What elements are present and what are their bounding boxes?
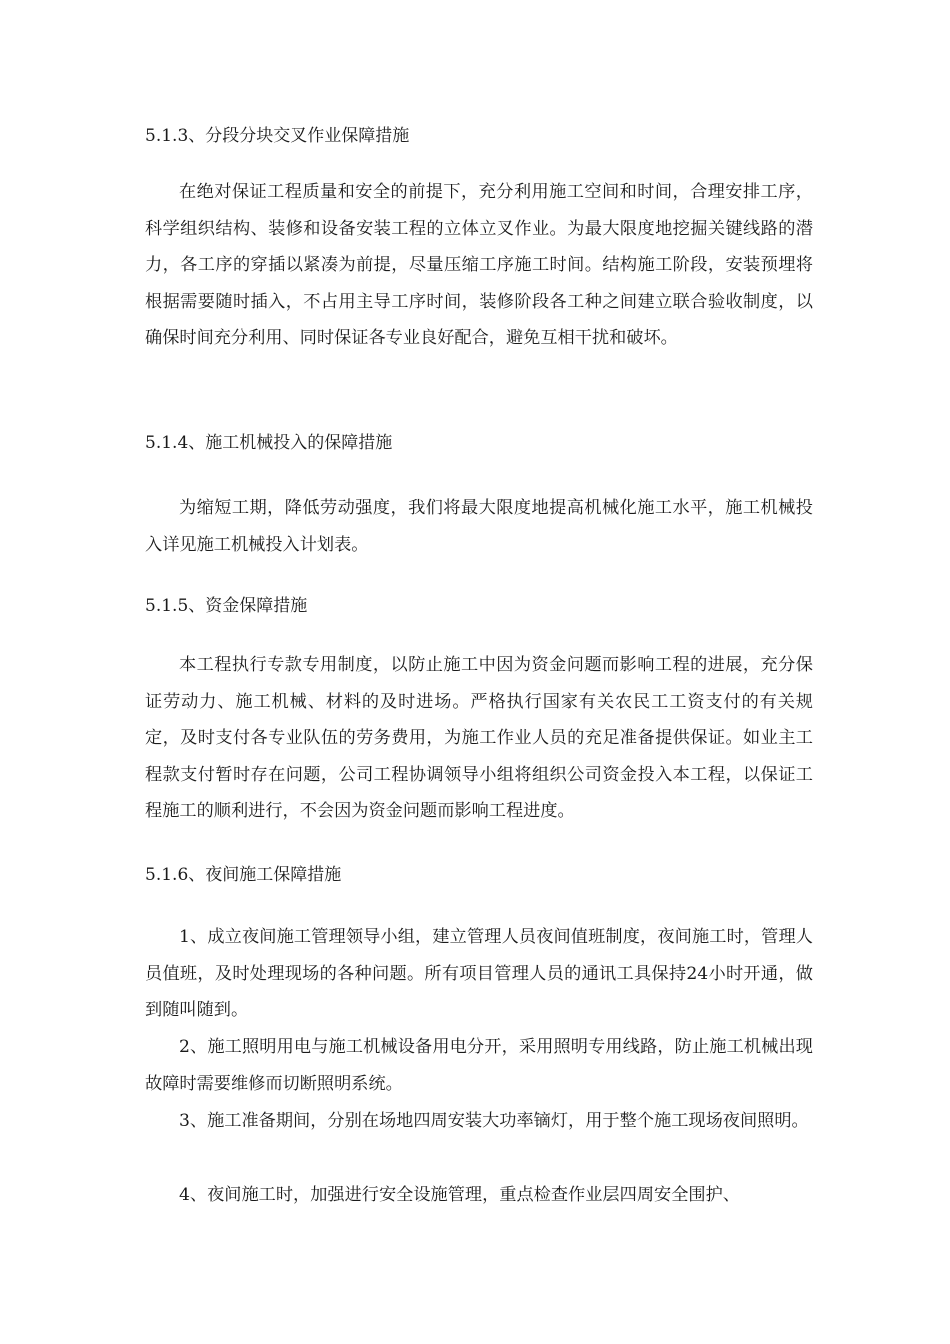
paragraph-5-1-6-item-1: 1、成立夜间施工管理领导小组，建立管理人员夜间值班制度，夜间施工时，管理人员值班，及时处理现场的各种问题。所有项目管理人员的通讯工具保持24小时开通，做到随叫随到。 bbox=[145, 927, 813, 1021]
section-heading-5-1-5: 5.1.5、资金保障措施 bbox=[145, 596, 308, 616]
paragraph-5-1-5: 本工程执行专款专用制度，以防止施工中因为资金问题而影响工程的进展，充分保证劳动力、施工机械、材料的及时进场。严格执行国家有关农民工工资支付的有关规定，及时支付各专业队伍的劳务费用，为施工作业人员的充足准备提供保证。如业主工程款支付暂时存在问题，公司工程协调领导小组将组织公司资金投入本工程，以保证工程施工的顺利进行，不会因为资金问题而影响工程进度。 bbox=[145, 655, 813, 822]
paragraph-5-1-6-item-4: 4、夜间施工时，加强进行安全设施管理，重点检查作业层四周安全围护、 bbox=[179, 1185, 740, 1205]
paragraph-5-1-6-item-3: 3、施工准备期间，分别在场地四周安装大功率镝灯，用于整个施工现场夜间照明。 bbox=[179, 1111, 809, 1131]
section-heading-5-1-4: 5.1.4、施工机械投入的保障措施 bbox=[145, 433, 393, 453]
section-heading-5-1-3: 5.1.3、分段分块交叉作业保障措施 bbox=[145, 126, 410, 146]
paragraph-5-1-6-item-2: 2、施工照明用电与施工机械设备用电分开，采用照明专用线路，防止施工机械出现故障时需要维修而切断照明系统。 bbox=[145, 1037, 813, 1094]
paragraph-5-1-3: 在绝对保证工程质量和安全的前提下，充分利用施工空间和时间，合理安排工序，科学组织结构、装修和设备安装工程的立体立叉作业。为最大限度地挖掘关键线路的潜力，各工序的穿插以紧凑为前提，尽量压缩工序施工时间。结构施工阶段，安装预埋将根据需要随时插入，不占用主导工序时间，装修阶段各工种之间建立联合验收制度，以确保时间充分利用、同时保证各专业良好配合，避免互相干扰和破坏。 bbox=[145, 182, 813, 349]
paragraph-5-1-4: 为缩短工期，降低劳动强度，我们将最大限度地提高机械化施工水平，施工机械投入详见施工机械投入计划表。 bbox=[145, 498, 813, 555]
section-heading-5-1-6: 5.1.6、夜间施工保障措施 bbox=[145, 865, 342, 885]
